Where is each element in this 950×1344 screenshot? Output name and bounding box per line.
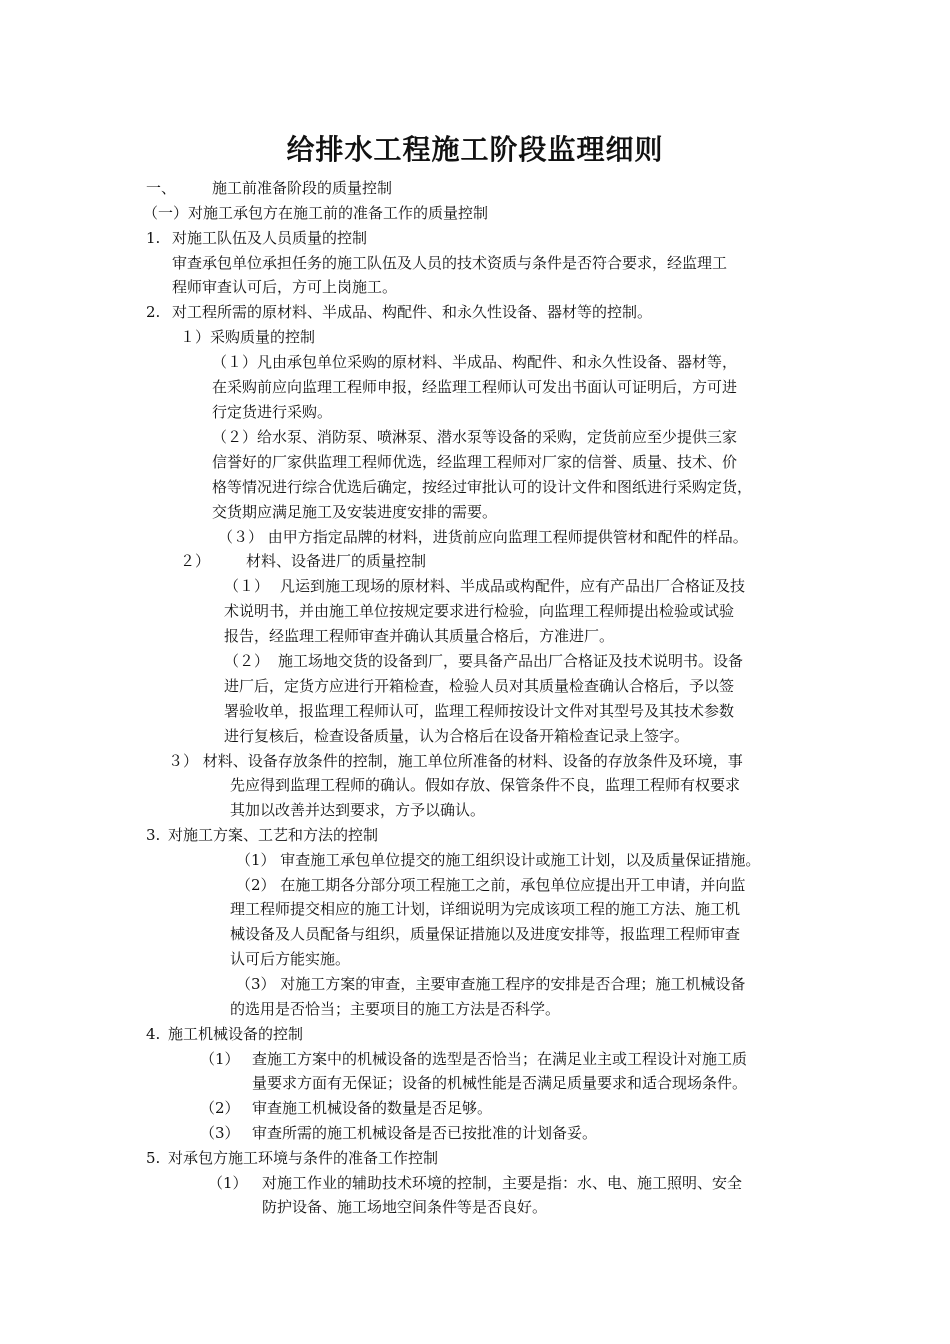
paragraph-line: 署验收单，报监理工程师认可，监理工程师按设计文件对其型号及其技术参数 [224,702,735,720]
item-number: 5. [146,1149,161,1167]
paragraph-line: 审查所需的施工机械设备是否已按批准的计划备妥。 [252,1124,598,1142]
subsection-heading: （一）对施工承包方在施工前的准备工作的质量控制 [143,204,489,222]
section-number: 一、 [146,179,177,197]
paragraph-line: 审查施工机械设备的数量是否足够。 [252,1099,493,1117]
paragraph-line: 先应得到监理工程师的确认。假如存放、保管条件不良，监理工程师有权要求 [230,776,741,794]
paragraph-line: 其加以改善并达到要求，方予以确认。 [230,801,486,819]
page-title: 给排水工程施工阶段监理细则 [286,133,664,166]
paragraph-line: （2） 在施工期各分部分项工程施工之前，承包单位应提出开工申请，并向监 [236,876,746,894]
list-number: （１） [224,577,270,595]
item-number: 2. [146,303,161,321]
paragraph-line: （1） 审查施工承包单位提交的施工组织设计或施工计划，以及质量保证措施。 [236,851,761,869]
paragraph-line: 格等情况进行综合优选后确定，按经过审批认可的设计文件和图纸进行采购定货， [212,478,753,496]
paragraph-line: 程师审查认可后，方可上岗施工。 [172,278,398,296]
paragraph-line: 理工程师提交相应的施工计划，详细说明为完成该项工程的施工方法、施工机 [230,900,741,918]
paragraph-line: 进行复核后，检查设备质量，认为合格后在设备开箱检查记录上签字。 [224,727,690,745]
sub-item-heading: １）采购质量的控制 [180,328,316,346]
item-number: 3. [146,826,161,844]
item-heading: 对施工方案、工艺和方法的控制 [168,826,379,844]
section-heading: 施工前准备阶段的质量控制 [212,179,393,197]
paragraph-line: 审查承包单位承担任务的施工队伍及人员的技术资质与条件是否符合要求，经监理工 [172,254,728,272]
paragraph-line: 查施工方案中的机械设备的选型是否恰当；在满足业主或工程设计对施工质 [252,1050,748,1068]
paragraph-line: 凡运到施工现场的原材料、半成品或构配件，应有产品出厂合格证及技 [280,577,746,595]
paragraph-line: 在采购前应向监理工程师申报，经监理工程师认可发出书面认可证明后，方可进 [212,378,738,396]
paragraph-line: 信誉好的厂家供监理工程师优选，经监理工程师对厂家的信誉、质量、技术、价 [212,453,738,471]
list-number: （1） [200,1050,240,1068]
paragraph-line: 报告，经监理工程师审查并确认其质量合格后，方准进厂。 [224,627,615,645]
paragraph-line: 械设备及人员配备与组织，质量保证措施以及进度安排等，报监理工程师审查 [230,925,741,943]
paragraph-line: （３） 由甲方指定品牌的材料，进货前应向监理工程师提供管材和配件的样品。 [218,528,748,546]
sub-item-heading: 材料、设备进厂的质量控制 [246,552,427,570]
paragraph-line: ３） 材料、设备存放条件的控制，施工单位所准备的材料、设备的存放条件及环境，事 [168,752,743,770]
paragraph-line: 的选用是否恰当；主要项目的施工方法是否科学。 [230,1000,561,1018]
list-number: （２） [224,652,270,670]
sub-item-number: ２） [180,552,211,570]
paragraph-line: 术说明书，并由施工单位按规定要求进行检验，向监理工程师提出检验或试验 [224,602,735,620]
paragraph-line: 认可后方能实施。 [230,950,351,968]
paragraph-line: 交货期应满足施工及安装进度安排的需要。 [212,503,498,521]
paragraph-line: （3） 对施工方案的审查，主要审查施工程序的安排是否合理；施工机械设备 [236,975,746,993]
item-heading: 对承包方施工环境与条件的准备工作控制 [168,1149,439,1167]
item-heading: 施工机械设备的控制 [168,1025,304,1043]
paragraph-line: 进厂后，定货方应进行开箱检查，检验人员对其质量检查确认合格后，予以签 [224,677,735,695]
paragraph-line: （１）凡由承包单位采购的原材料、半成品、构配件、和永久性设备、器材等， [212,353,738,371]
list-number: （3） [200,1124,240,1142]
list-number: （2） [200,1099,240,1117]
paragraph-line: 行定货进行采购。 [212,403,333,421]
list-number: （1） [208,1174,248,1192]
paragraph-line: 量要求方面有无保证；设备的机械性能是否满足质量要求和适合现场条件。 [252,1074,748,1092]
paragraph-line: （２）给水泵、消防泵、喷淋泵、潜水泵等设备的采购，定货前应至少提供三家 [212,428,738,446]
item-heading: 对施工队伍及人员质量的控制 [172,229,368,247]
paragraph-line: 施工场地交货的设备到厂，要具备产品出厂合格证及技术说明书。设备 [278,652,744,670]
item-number: 4. [146,1025,161,1043]
paragraph-line: 对施工作业的辅助技术环境的控制，主要是指：水、电、施工照明、安全 [262,1174,743,1192]
item-number: 1. [146,229,161,247]
item-heading: 对工程所需的原材料、半成品、构配件、和永久性设备、器材等的控制。 [172,303,653,321]
paragraph-line: 防护设备、施工场地空间条件等是否良好。 [262,1198,548,1216]
